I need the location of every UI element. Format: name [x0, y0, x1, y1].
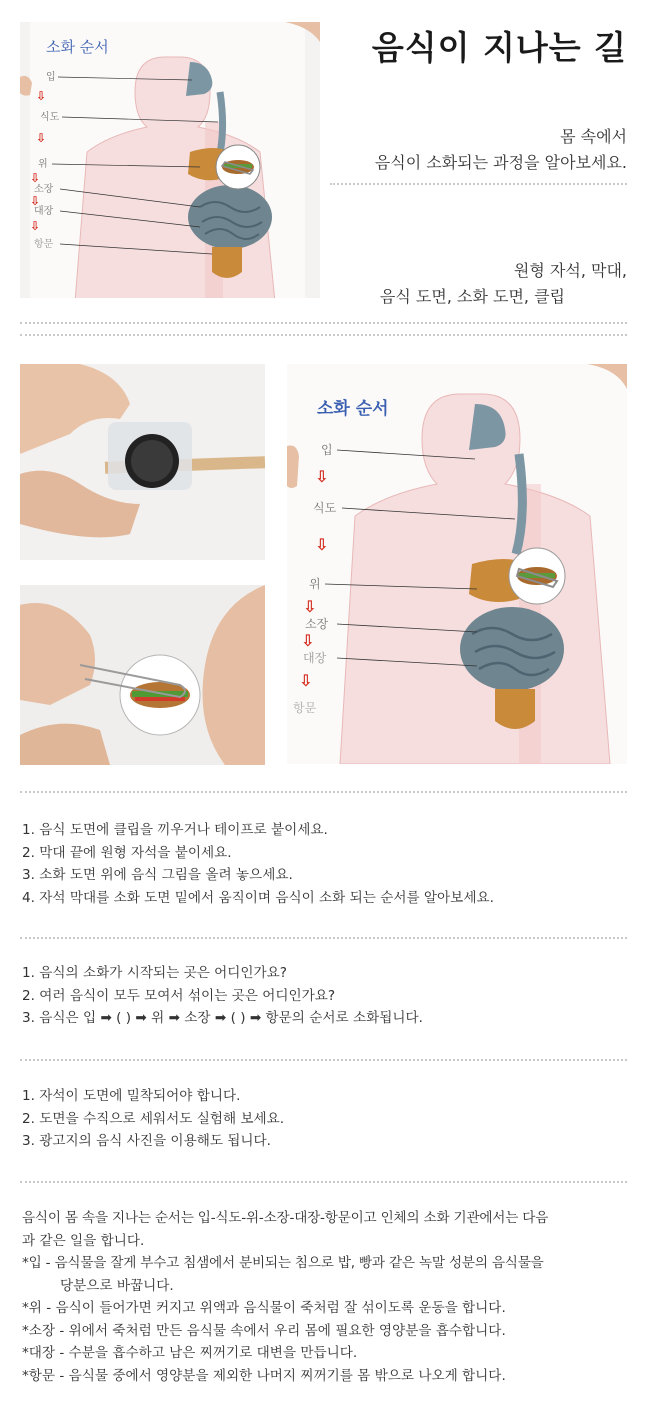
svg-text:입: 입	[321, 443, 333, 457]
divider	[20, 1181, 627, 1183]
list-item: 2. 여러 음식이 모두 모여서 섞이는 곳은 어디인가요?	[22, 987, 336, 1004]
svg-text:⇩: ⇩	[30, 171, 41, 185]
chart-heading-text: 소화 순서	[46, 38, 109, 56]
page-title: 음식이 지나는 길	[371, 28, 627, 67]
svg-text:⇩: ⇩	[315, 467, 329, 486]
list-item: 1. 음식 도면에 클립을 끼우거나 테이프로 붙이세요.	[22, 822, 328, 838]
materials-text	[330, 258, 627, 310]
explanation-mouth-1: *입 - 음식물을 잘게 부수고 침샘에서 분비되는 침으로 밥, 빵과 같은 녹말 성분의 음식물을	[22, 1255, 544, 1271]
divider	[20, 322, 627, 324]
divider	[20, 937, 627, 939]
intro-line-1: 몸 속에서	[560, 127, 627, 146]
divider	[330, 183, 627, 185]
svg-text:소장: 소장	[305, 617, 329, 631]
svg-text:항문: 항문	[34, 239, 54, 250]
svg-text:⇩: ⇩	[299, 671, 313, 690]
divider	[20, 1059, 627, 1061]
svg-text:식도: 식도	[40, 112, 60, 123]
explanation-intro-1: 음식이 몸 속을 지나는 순서는 입-식도-위-소장-대장-항문이고 인체의 소화 기관에서는 다음	[22, 1210, 549, 1226]
svg-text:식도: 식도	[313, 501, 337, 515]
digestion-chart-illustration	[20, 22, 320, 298]
svg-text:소화 순서: 소화 순서	[317, 399, 389, 419]
divider	[20, 791, 627, 793]
questions-list	[22, 962, 632, 1030]
svg-text:⇩: ⇩	[303, 597, 317, 616]
tips-list	[22, 1085, 632, 1153]
materials-line-2: 음식 도면, 소화 도면, 클립	[379, 287, 565, 306]
list-item: 3. 소화 도면 위에 음식 그림을 올려 놓으세요.	[22, 867, 293, 883]
list-item: 2. 도면을 수직으로 세워서도 실험해 보세요.	[22, 1110, 285, 1127]
food-clip-photo	[20, 585, 265, 765]
explanation-stomach: *위 - 음식이 들어가면 커지고 위액과 음식물이 죽처럼 잘 섞이도록 운동을 합니다.	[22, 1300, 506, 1316]
explanation-large-intestine: *대장 - 수분을 흡수하고 남은 찌꺼기로 대변을 만듭니다.	[22, 1345, 358, 1361]
list-item: 1. 음식의 소화가 시작되는 곳은 어디인가요?	[22, 965, 288, 981]
list-item: 3. 음식은 입 ➡ ( ) ➡ 위 ➡ 소장 ➡ ( ) ➡ 항문의 순서로 소화됩니다.	[22, 1010, 423, 1026]
list-item: 4. 자석 막대를 소화 도면 밑에서 움직이며 음식이 소화 되는 순서를 알아보세요.	[22, 889, 494, 906]
intro-text	[330, 124, 627, 176]
digestion-chart-photo-main	[20, 22, 320, 298]
list-item: 3. 광고지의 음식 사진을 이용해도 됩니다.	[22, 1133, 271, 1149]
magnet-stick-photo	[20, 364, 265, 560]
explanation-anus: *항문 - 음식물 중에서 영양분을 제외한 나머지 찌꺼기를 몸 밖으로 나오게 합니다.	[22, 1367, 506, 1384]
svg-text:위: 위	[309, 577, 321, 591]
svg-text:대장: 대장	[303, 651, 327, 665]
explanation-mouth-2: 당분으로 바꿉니다.	[60, 1277, 174, 1294]
svg-text:⇩: ⇩	[36, 89, 47, 103]
explanation-intro-2: 과 같은 일을 합니다.	[22, 1232, 145, 1249]
svg-text:입: 입	[46, 72, 56, 83]
steps-list	[22, 819, 632, 909]
intro-line-2: 음식이 소화되는 과정을 알아보세요.	[374, 153, 627, 172]
svg-text:대장: 대장	[34, 206, 54, 217]
svg-text:⇩: ⇩	[36, 131, 47, 145]
svg-text:항문: 항문	[293, 701, 317, 715]
list-item: 2. 막대 끝에 원형 자석을 붙이세요.	[22, 844, 232, 861]
digestion-chart-photo-large	[287, 364, 627, 764]
materials-line-1: 원형 자석, 막대,	[513, 261, 627, 280]
svg-text:⇩: ⇩	[30, 194, 41, 208]
explanation-block	[22, 1207, 632, 1387]
explanation-small-intestine: *소장 - 위에서 죽처럼 만든 음식물 속에서 우리 몸에 필요한 영양분을 흡수합니다.	[22, 1322, 506, 1339]
svg-text:소장: 소장	[34, 184, 54, 195]
svg-text:⇩: ⇩	[30, 219, 41, 233]
svg-text:⇩: ⇩	[315, 535, 329, 554]
divider	[20, 334, 627, 336]
svg-text:⇩: ⇩	[301, 631, 315, 650]
svg-text:위: 위	[38, 159, 48, 170]
list-item: 1. 자석이 도면에 밀착되어야 합니다.	[22, 1088, 241, 1104]
